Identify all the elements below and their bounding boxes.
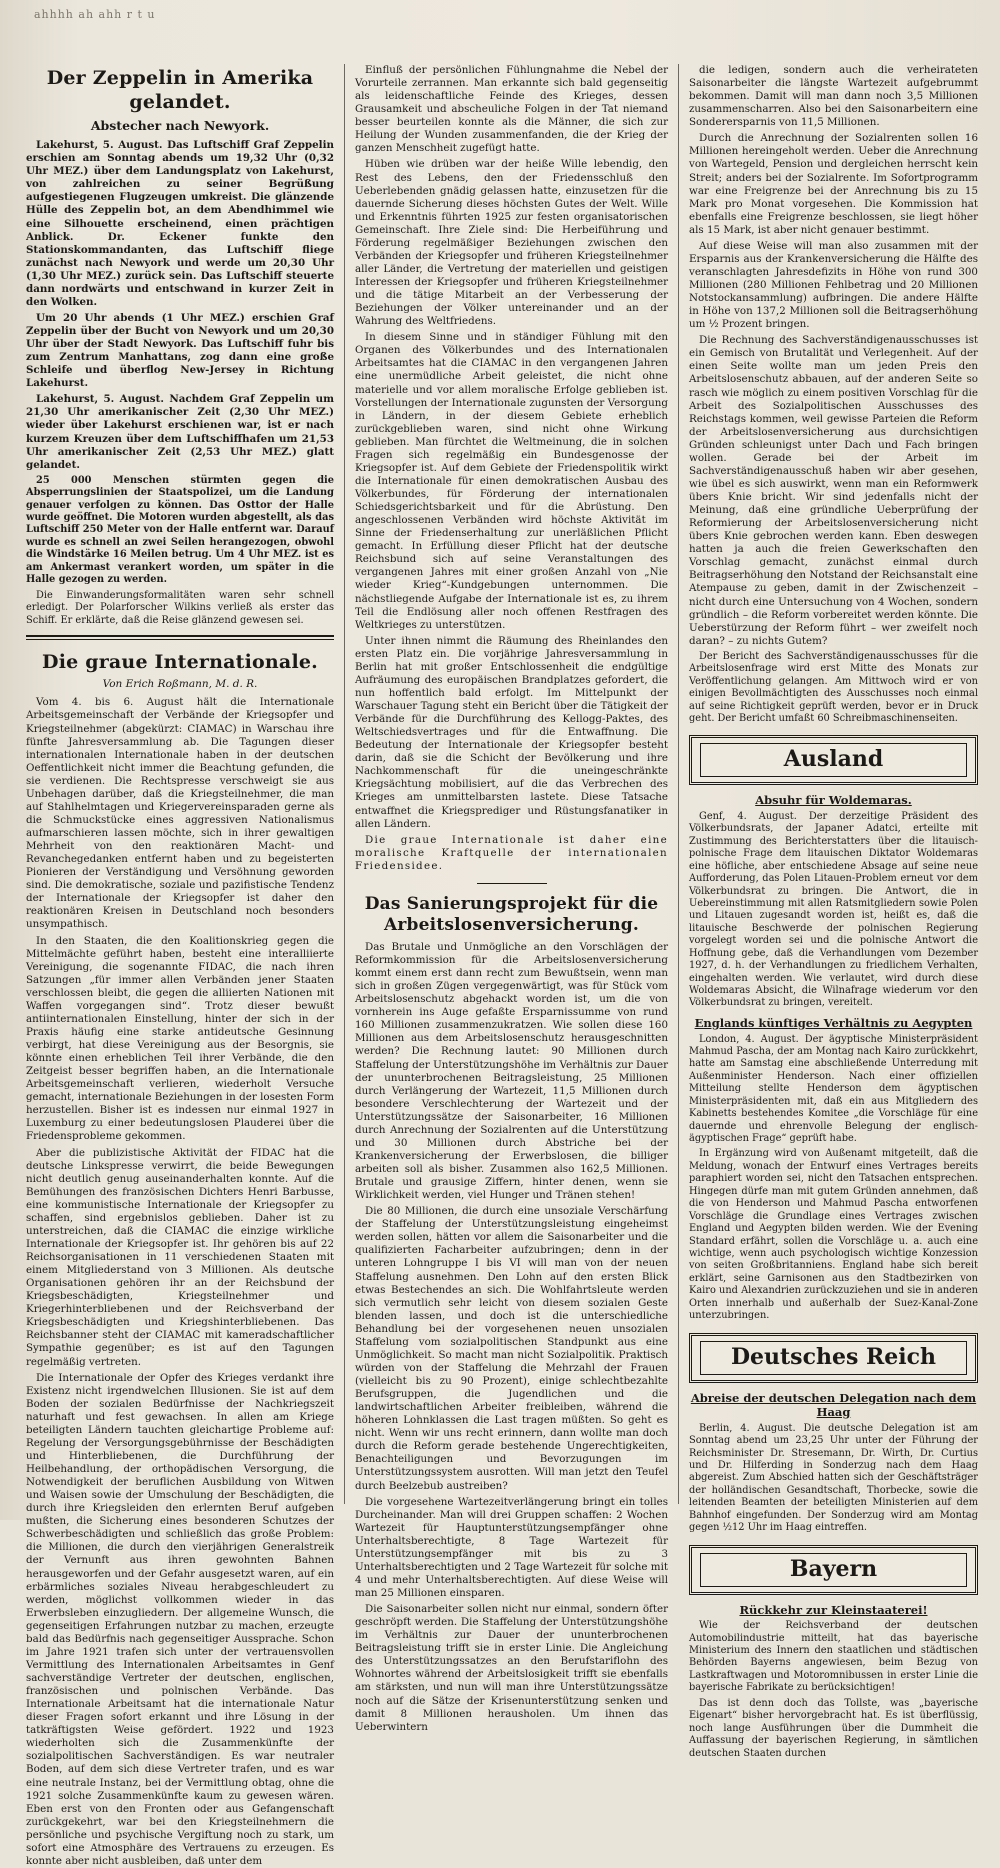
paragraph: 25 000 Menschen stürmten gegen die Absperrungslinien der Staatspolizei, um die Landung genauer verfolgen zu können. Das Osttor der Halle wurde geöffnet. Die Motoren wurden abgestellt, als das Luftschiff 250 Meter von der Halle entfernt war. Darauf wurde es schnell an zwei Seilen herangezogen, obwohl die Windstärke 16 Meilen betrug. Um 4 Uhr MEZ. ist es am Ankermast verankert worden, um später in die Halle gezogen zu werden. — [26, 474, 334, 586]
paragraph: Der Bericht des Sachverständigenausschusses für die Arbeitslosenfrage wird erst Mitte des Monats zur Veröffentlichung gelangen. Am Mittwoch wird er von einigen Bevollmächtigten des Ausschusses noch einmal auf seine Richtigkeit geprüft werden, bevor er in Druck geht. Der Bericht umfaßt 60 Schreibmaschinenseiten. — [689, 650, 978, 724]
paragraph: Einfluß der persönlichen Fühlungnahme die Nebel der Vorurteile zerrannen. Man erkannte sich bald gegenseitig als leidenschaftliche Feinde des Krieges, dessen Grausamkeit und abscheuliche Folgen in der Tat niemand besser beurteilen konnte als die Männer, die sich zur Heilung der Wunden zusammenfanden, die der Krieg der ganzen Menschheit zugefügt hatte. — [355, 64, 668, 155]
subhead-zeppelin: Abstecher nach Newyork. — [90, 118, 270, 134]
byline: Von Erich Roßmann, M. d. R. — [102, 678, 258, 691]
paragraph: Unter ihnen nimmt die Räumung des Rheinlandes den ersten Platz ein. Die vorjährige Jahresversammlung in Berlin hat mit großer Entschlossenheit die endgültige Aufräumung des europäischen Brandplatzes gefordert, die nun hoffentlich bald erfolgt. Im Mittelpunkt der Warschauer Tagung steht ein Bericht über die Tätigkeit der Verbände für die Durchführung des Kellogg-Paktes, des Weltschiedsvertrages und für die Entwaffnung. Die Bedeutung der Internationale der Kriegsopfer besteht darin, daß sie die Schicht der Bevölkerung und ihre Nachkommenschaft für die uneingeschränkte Kriegsächtung mobilisiert, auf die das Verbrechen des Krieges am unmittelbarsten lastete. Diese Tatsache entwaffnet die Kriegsprediger und Rüstungsfanatiker in allen Ländern. — [355, 634, 668, 830]
paragraph: Um 20 Uhr abends (1 Uhr MEZ.) erschien Graf Zeppelin über der Bucht von Newyork und um 20,30 Uhr über der Stadt Newyork. Das Luftschiff fuhr bis zum Zentrum Manhattans, zog dann eine große Schleife und überflog New-Jersey in Richtung Lakehurst. — [26, 311, 334, 390]
headline-woldemaras: Absuhr für Woldemaras. — [755, 793, 912, 808]
section-title: Ausland — [700, 743, 967, 777]
divider — [477, 883, 547, 884]
section-ausland — [689, 735, 978, 785]
paragraph: Die Einwanderungsformalitäten waren sehr schnell erledigt. Der Polarforscher Wilkins verließ als erster das Schiff. Er erklärte, daß die Reise glänzend gewesen sei. — [26, 589, 334, 626]
section-title: Deutsches Reich — [700, 1341, 967, 1375]
headline-zeppelin: Der Zeppelin in Amerika gelandet. — [46, 67, 314, 114]
paragraph: Durch die Anrechnung der Sozialrenten sollen 16 Millionen hereingeholt werden. Ueber die Anrechnung von Wartegeld, Pension und dergleichen herrscht kein Streit; anders bei der Sozialrente. Im Sofortprogramm war eine Freigrenze bei der Anrechnung bis zu 15 Mark pro Monat vorgesehen. Die Kommission hat ebenfalls eine Freigrenze beschlossen, sie liegt höher als 15 Mark, ist aber nicht genauer bestimmt. — [689, 132, 978, 236]
paragraph: London, 4. August. Der ägyptische Ministerpräsident Mahmud Pascha, der am Montag nach Kairo zurückkehrt, hatte am Samstag eine abschließende Unterredung mit Außenminister Henderson. Nach einer offiziellen Mitteilung stellte Henderson dem ägyptischen Ministerpräsidenten mit, daß ein aus Mitgliedern des Kabinetts bestehendes Komitee „die Vorschläge für eine dauernde und ehrenvolle Belegung der englisch-ägyptischen Frage“ geprüft habe. — [689, 1033, 978, 1144]
columns — [26, 64, 978, 1867]
paragraph: Die vorgesehene Wartezeitverlängerung bringt ein tolles Durcheinander. Man will drei Gruppen schaffen: 2 Wochen Wartezeit für Hauptunterstützungsempfänger ohne Unterhaltsberechtigte, 8 Tage Wartezeit für Unterstützungsempfänger mit bis zu 3 Unterhaltsberechtigten und 2 Tage Wartezeit für solche mit 4 und mehr Unterhaltsberechtigten. Auf diese Weise will man 25 Millionen einsparen. — [355, 1495, 668, 1600]
paragraph: Wie der Reichsverband der deutschen Automobilindustrie mitteilt, hat das bayerische Ministerium des Innern den staatlichen und städtischen Behörden Bayerns angewiesen, beim Bezug von Lastkraftwagen und Motoromnibussen in erster Linie die bayerische Fabrikate zu berücksichtigen! — [689, 1620, 978, 1694]
paragraph: Die Saisonarbeiter sollen nicht nur einmal, sondern öfter geschröpft werden. Die Staffelung der Unterstützungshöhe im Verhältnis zur Dauer der ununterbrochenen Beitragsleistung trifft sie in erster Linie. Die Angleichung des Unterstützungssatzes an den Berufstariflohn des Wohnortes während der Arbeitslosigkeit trifft sie ebenfalls am stärksten, und nun will man ihre Unterstützungssätze noch auf die Sätze der Krisenunterstützung senken und damit 8 Millionen herausholen. Um ihnen das Ueberwintern — [355, 1603, 668, 1733]
torn-header-fragment: ahhhh ah ahh r t u — [34, 8, 156, 21]
headline-kleinstaaterei: Rückkehr zur Kleinstaaterei! — [739, 1602, 928, 1617]
paragraph: In diesem Sinne und in ständiger Fühlung mit den Organen des Völkerbundes und des Internationalen Arbeitsamtes hat die CIAMAC in den vergangenen Jahren eine unermüdliche Arbeit geleistet, die nicht ohne materielle und vor allem moralische Erfolge geblieben ist. Vorstellungen der Internationale zugunsten der Versorgung in Ländern, in der diesem Gebiete erheblich zurückgeblieben waren, sind nicht ohne Wirkung geblieben. Man fürchtet die Weltmeinung, die in solchen Fragen sich regelmäßig ein Bundesgenosse der Kriegsopfer ist. Auf dem Gebiete der Friedenspolitik wirkt die Internationale für einen demokratischen Ausbau des Völkerbundes, für Förderung der internationalen Schiedsgerichtsbarkeit und für die Abrüstung. Den angeschlossenen Verbänden wird höchste Aktivität im Sinne der Friedenserhaltung zur unerläßlichen Pflicht gemacht. In Erfüllung dieser Pflicht hat der deutsche Reichsbund sich auf seine Veranstaltungen des vergangenen Jahres mit einer großen Anzahl von „Nie wieder Krieg“-Kundgebungen unternommen. Die nächstliegende Aufgabe der Internationale ist es, zu ihrem Teil die Endlösung aller noch offenen Restfragen des Weltkrieges zu unterstützen. — [355, 331, 668, 631]
paragraph: Vom 4. bis 6. August hält die Internationale Arbeitsgemeinschaft der Verbände der Kriegsopfer und Kriegsteilnehmer (abgekürzt: CIAMAC) in Warschau ihre fünfte Jahresversammlung ab. Die Tagungen dieser internationalen Internationale haben in der deutschen Oeffentlichkeit nicht immer die Beachtung gefunden, die sie verdienen. Die Rechtspresse verschweigt sie aus Unbehagen darüber, daß die Kriegsteilnehmer, die man auf Stahlhelmtagen und Kriegervereinsparaden gerne als die Schmuckstücke eines aggressiven Nationalismus aufmarschieren lassen möchte, sich in ihrer gewaltigen Mehrheit von den reaktionären Macht- und Revanchegedanken entfernt haben und zu begeisterten Pionieren der Verständigung und Versöhnung geworden sind. Die demokratische, soziale und pazifistische Tendenz der Internationale der Kriegsopfer ist daher den reaktionären Kreisen in Deutschland noch besonders unsympathisch. — [26, 696, 334, 931]
paragraph: Genf, 4. August. Der derzeitige Präsident des Völkerbundsrats, der Japaner Adatci, erteilte mit Zustimmung des Berichterstatters über die litauisch-polnische Frage dem litauischen Diktator Woldemaras eine höfliche, aber entschiedene Absage auf seine neue Aufforderung, das Polen Litauen-Problem erneut vor dem Völkerbundsrat zu bringen. Die Antwort, die in Uebereinstimmung mit allen Ratsmitgliedern sowie Polen und Litauen zugesandt worden ist, heißt es, daß die litauische Beschwerde der polnischen Regierung vorgelegt worden sei und die polnische Antwort die Hoffnung gebe, daß die Verhandlungen vom Dezember 1927, d. h. der Verhandlungen zu friedlichem Verhalten, eingehalten werden. Wie verlautet, wird durch diese Woldemaras Absicht, die Wilnafrage wiederum vor den Völkerbundsrat zu bringen, vereitelt. — [689, 810, 978, 1009]
headline-aegypten: Englands künftiges Verhältnis zu Aegypten — [694, 1015, 973, 1030]
column-3 — [678, 64, 978, 1759]
section-bayern — [689, 1545, 978, 1595]
headline-sanierungsprojekt: Das Sanierungsprojekt für die Arbeitslosenversicherung. — [364, 893, 659, 936]
paragraph: In den Staaten, die den Koalitionskrieg gegen die Mittelmächte geführt haben, besteht eine interalliierte Vereinigung, die sogenannte FIDAC, die nach ihren Satzungen „für immer allen Verbänden jener Staaten verschlossen bleibt, die gegen die alliierten Nationen mit Waffen vorgegangen sind“. Trotz dieser bewußt antiinternationalen Einstellung, hinter der sich in der Praxis häufig eine starke antideutsche Gesinnung verbirgt, hat diese Vereinigung aus der Besorgnis, sie könnte einen erheblichen Teil ihrer Verbände, die den Zeitgeist besser begriffen haben, an die Internationale Arbeitsgemeinschaft verlieren, wiederholt Versuche gemacht, internationale Beziehungen in der losesten Form herzustellen. Bisher ist es indessen nur einmal 1927 in Luxemburg zu einer bedeutungslosen Plauderei über die Friedensprobleme gekommen. — [26, 934, 334, 1143]
paragraph: Die graue Internationale ist daher eine moralische Kraftquelle der internationalen Friedensidee. — [355, 833, 668, 872]
paragraph: Berlin, 4. August. Die deutsche Delegation ist am Sonntag abend um 23,25 Uhr unter der Führung der Reichsminister Dr. Stresemann, Dr. Wirth, Dr. Curtius und Dr. Hilferding in Sonderzug nach dem Haag abgereist. Zum Abschied hatten sich der Geschäftsträger der holländischen Gesandtschaft, Thorbecke, sowie die leitenden Beamten der beteiligten Ministerien auf dem Bahnhof eingefunden. Der Sonderzug wird am Montag gegen ½12 Uhr im Haag eintreffen. — [689, 1422, 978, 1534]
paragraph: Hüben wie drüben war der heiße Wille lebendig, den Rest des Lebens, den der Friedensschluß den Ueberlebenden gnädig gelassen hatte, einzusetzen für die dauernde Sicherung dieses höchsten Gutes der Welt. Wille und Erkenntnis führten 1925 zur festen organisatorischen Gemeinschaft. Ihre Ziele sind: Die Herbeiführung und Förderung regelmäßiger Beziehungen zwischen den Verbänden der Kriegsopfer und früheren Kriegsteilnehmer aller Länder, die Vertretung der materiellen und geistigen Interessen der Kriegsopfer und früheren Kriegsteilnehmer und die tätige Mitarbeit an der Verbesserung der Beziehungen der Völker untereinander und an der Wahrung des Weltfriedens. — [355, 158, 668, 328]
paragraph: Das ist denn doch das Tollste, was „bayerische Eigenart“ bisher hervorgebracht hat. Es ist überflüssig, noch lange Ausführungen über die Dummheit die Auffassung der bayerischen Regierung, in sämtlichen deutschen Staaten durchen — [689, 1697, 978, 1759]
paragraph: Lakehurst, 5. August. Das Luftschiff Graf Zeppelin erschien am Sonntag abends um 19,32 Uhr (0,32 Uhr MEZ.) über dem Landungsplatz von Lakehurst, von zahlreichen zu seiner Begrüßung aufgestiegenen Flugzeugen umkreist. Die glänzende Hülle des Zeppelin bot, an dem Abendhimmel wie eine Silhouette erscheinend, einen prächtigen Anblick. Dr. Eckener funkte den Stationskommandanten, das Luftschiff fliege zunächst nach Newyork und werde um 20,30 Uhr (1,30 Uhr MEZ.) zurück sein. Das Luftschiff steuerte dann nordwärts und entschwand in kurzer Zeit in den Wolken. — [26, 139, 334, 308]
column-2 — [344, 64, 678, 1733]
headline-graue-internationale: Die graue Internationale. — [42, 650, 318, 673]
paragraph: Die Rechnung des Sachverständigenausschusses ist ein Gemisch von Brutalität und Verlegenheit. Auf der einen Seite wollte man um jeden Preis den Arbeitslosenschutz abbauen, auf der anderen Seite so rasch wie möglich zu einem positiven Vorschlag für die Arbeit des Sozialpolitischen Ausschusses des Reichstags kommen, weil gewisse Parteien die Reform der Arbeitslosenversicherung aus durchsichtigen Gründen schleunigst unter Dach und Fach bringen wollen. Gerade bei der Arbeit im Sachverständigenausschuß haben wir aber gesehen, wie übel es sich auswirkt, wenn man ein Reformwerk übers Knie bricht. Wir sind jedenfalls nicht der Meinung, daß eine gründliche Ueberprüfung der Reformierung der Arbeitslosenversicherung nicht übers Knie gebrochen werden kann. Eben deswegen hatten ja auch die freien Gewerkschaften den Vorschlag gemacht, zunächst einmal durch Beitragserhöhung den Notstand der Reichsanstalt eine Atempause zu geben, damit in der Zwischenzeit – nicht durch eine Untersuchung von 4 Wochen, sondern gründlich – die Reform vorbereitet werden könnte. Die Ueberstürzung der Reform führt – wer zweifelt noch daran? – zu nichts Gutem? — [689, 334, 978, 647]
paragraph: Lakehurst, 5. August. Nachdem Graf Zeppelin um 21,30 Uhr amerikanischer Zeit (2,30 Uhr MEZ.) wieder über Lakehurst erschienen war, ist er nach kurzem Kreuzen über dem Luftschiffhafen um 21,53 Uhr amerikanischer Zeit (2,53 Uhr MEZ.) glatt gelandet. — [26, 393, 334, 471]
paragraph: Aber die publizistische Aktivität der FIDAC hat die deutsche Linkspresse verwirrt, die beide Bewegungen nicht deutlich genug auseinanderhalten konnte. Auf die Bemühungen des französischen Dichters Henri Barbusse, eine kommunistische Internationale der Kriegsopfer zu schaffen, sind ergebnislos geblieben. Daher ist zu unterstreichen, daß die CIAMAC die einzige wirkliche Internationale der Kriegsopfer ist. Ihr gehören bis auf 22 Reichsorganisationen in 11 verschiedenen Staaten mit einem Mitgliederstand von 3 Millionen. Als deutsche Organisationen gehören ihr an der Reichsbund der Kriegsbeschädigten, Kriegsteilnehmer und Kriegerhinterbliebenen und der Reichsverband der Kriegsbeschädigten und Kriegshinterbliebenen. Das Reichsbanner steht der CIAMAC mit kameradschaftlicher Sympathie gegenüber; es ist auf den Tagungen regelmäßig vertreten. — [26, 1146, 334, 1368]
paragraph: Auf diese Weise will man also zusammen mit der Ersparnis aus der Krankenversicherung die Hälfte des veranschlagten Jahresdefizits in Höhe von rund 300 Millionen (280 Millionen Fehlbetrag und 20 Millionen Notstockansammlung) aufbringen. Die andere Hälfte in Höhe von 137,2 Millionen soll die Beitragserhöhung um ½ Prozent bringen. — [689, 239, 978, 331]
column-1 — [26, 64, 344, 1867]
paragraph: Die Internationale der Opfer des Krieges verdankt ihre Existenz nicht irgendwelchen Illusionen. Sie ist auf dem Boden der sozialen Bedürfnisse der Nachkriegszeit naturhaft und fest gewachsen. In allen am Kriege beteiligten Ländern tauchten gleichartige Probleme auf: Regelung der Versorgungsgebührnisse der Beschädigten und Hinterbliebenen, die Durchführung der Heilbehandlung, der orthopädischen Versorgung, die Notwendigkeit der beruflichen Ausbildung von Witwen und Waisen sowie der Umschulung der Beschädigten, die durch ihre Kriegsleiden den erlernten Beruf aufgeben mußten, die Sicherung eines besonderen Schutzes der Schwerbeschädigten und schließlich das große Problem: die Millionen, die durch den vierjährigen Generalstreik der Vernunft aus ihren gewohnten Bahnen herausgeworfen und der Gefahr ausgesetzt waren, auf ein erbärmliches soziales Niveau herabgeschleudert zu werden, möglichst vollkommen wieder in das Erwerbsleben einzugliedern. Der allgemeine Wunsch, die gegenseitigen Erfahrungen nutzbar zu machen, erzeugte bald das Bedürfnis nach gegenseitiger Aussprache. Schon im Jahre 1921 trafen sich unter der vertrauensvollen Vermittlung des Internationalen Arbeitsamtes in Genf sachverständige Vertreter der deutschen, englischen, französischen und polnischen Verbände. Das Internationale Arbeitsamt hat die internationale Natur dieser Fragen sofort erkannt und ihre Lösung in der tatkräftigsten Weise gefördert. 1922 und 1923 wiederholten sich die Zusammenkünfte der sozialpolitischen Sachverständigen. Es war neutraler Boden, auf dem sich diese Vertreter trafen, und es war eine neutrale Instanz, bei der Vermittlung obtag, ohne die 1921 solche Zusammenkünfte kaum zu gewesen wären. Eben erst von den Fronten oder aus Gefangenschaft zurückgekehrt, war bei den Kriegsteilnehmern die persönliche und psychische Vergiftung noch zu stark, um sofort eine Atmosphäre des Vertrauens zu erzeugen. Es konnte aber nicht ausbleiben, daß unter dem — [26, 1371, 334, 1867]
headline-delegation: Abreise der deutschen Delegation nach dem Haag — [690, 1390, 977, 1420]
section-deutsches-reich — [689, 1333, 978, 1383]
divider — [26, 635, 334, 640]
paragraph: Die 80 Millionen, die durch eine unsoziale Verschärfung der Staffelung der Unterstützungsleistung eingeheimst werden sollen, hätten vor allem die Saisonarbeiter und die qualifizierten Facharbeiter aufzubringen; denn in der unteren Lohngruppe I bis VI will man von der neuen Staffelung ausnehmen. Den Lohn auf den ersten Blick etwas Bestechendes an sich. Die Wohlfahrtsleute werden sich vermutlich sehr leicht von diesem sozialen Geste blenden lassen, und doch ist die unterschiedliche Behandlung bei der vorgesehenen neuen unsozialen Staffelung vom sozialpolitischen Standpunkt aus eine Unmöglichkeit. So macht man nicht Sozialpolitik. Praktisch würden von der Staffelung die Mehrzahl der Frauen (vielleicht bis zu 90 Prozent), einige schlechtbezahlte Berufsgruppen, die Jugendlichen und die landwirtschaftlichen Arbeiter freibleiben, während die höheren Lohnklassen die Last tragen müßten. So geht es nicht. Wenn wir uns recht erinnern, dann wollte man doch durch die Reform gerade bestehende Ungerechtigkeiten, Benachteiligungen und Bevorzugungen im Unterstützungssystem ausrotten. Will man jetzt den Teufel durch Beelzebub austreiben? — [355, 1205, 668, 1492]
paragraph: In Ergänzung wird von Außenamt mitgeteilt, daß die Meldung, wonach der Entwurf eines Vertrages bereits paraphiert worden sei, nicht den Tatsachen entsprechen. Hingegen dürfe man mit gutem Gründen annehmen, daß die von Henderson und Mahmud Pascha entworfenen Vorschläge die Grundlage eines Vertrages zwischen England und Aegypten bilden werden. Wie der Evening Standard erfährt, sollen die Vorschläge u. a. auch eine wichtige, wenn auch psychologisch wichtige Konzession von seiten Großbritanniens. England habe sich bereit erklärt, seine Garnisonen aus den Stadtbezirken von Kairo und Alexandrien zurückzuziehen und sie in anderen Orten innerhalb und außerhalb der Suez-Kanal-Zone unterzubringen. — [689, 1148, 978, 1322]
paragraph: die ledigen, sondern auch die verheirateten Saisonarbeiter die längste Wartezeit aufgebrummt bekommen. Damit will man dann noch 3,5 Millionen zusammenscharren. Also bei den Saisonarbeitern eine Sonderersparnis von 11,5 Millionen. — [689, 64, 978, 129]
paragraph: Das Brutale und Unmögliche an den Vorschlägen der Reformkommission für die Arbeitslosenversicherung kommt einem erst dann recht zum Bewußtsein, wenn man sich in großen Zügen vergegenwärtigt, was für Stück vom Arbeitslosenschutz abgehackt worden ist, um die von vornherein ins Auge gefaßte Ersparnissumme von rund 160 Millionen zusammenzukratzen. Wie sollen diese 160 Millionen aus dem Arbeitslosenschutz herausgeschnitten werden? Die Rechnung lautet: 90 Millionen durch Staffelung der Unterstützungshöhe im Verhältnis zur Dauer der ununterbrochenen Beitragsleistung, 25 Millionen durch Verlängerung der Wartezeit, 11,5 Millionen durch besondere Verschlechterung der Wartezeit und der Unterstützungssätze der Saisonarbeiter, 16 Millionen durch Anrechnung der Sozialrenten auf die Unterstützung und 30 Millionen durch Abstriche bei der Krankenversicherung der Erwerbslosen, die billiger arbeiten soll als bisher. Zusammen also 162,5 Millionen. Brutale und grausige Ziffern, hinter denen, wenn sie Wirklichkeit werden, viel Hunger und Tränen stehen! — [355, 940, 668, 1202]
section-title: Bayern — [700, 1553, 967, 1587]
